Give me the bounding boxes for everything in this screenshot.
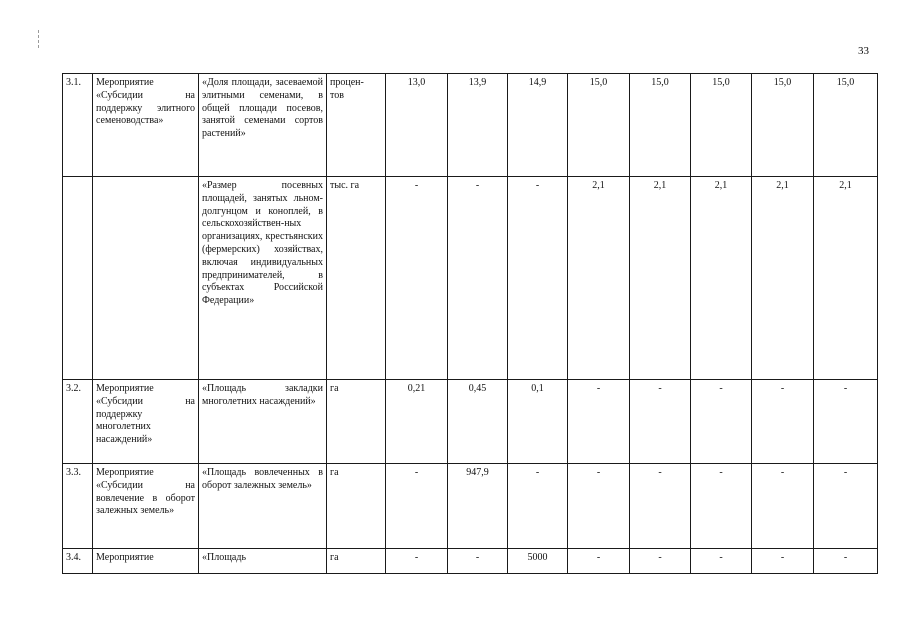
unit: га <box>327 380 386 464</box>
event-name: Мероприятие «Субсидии на поддержку многолетних насаждений» <box>93 380 199 464</box>
value-cell: - <box>814 380 878 464</box>
table-row <box>63 74 878 177</box>
value-cell: 0,21 <box>386 380 448 464</box>
table-row <box>63 177 878 380</box>
value-cell: - <box>630 464 691 549</box>
value-cell: - <box>814 549 878 574</box>
value-cell: 947,9 <box>448 464 508 549</box>
value-cell: - <box>386 177 448 380</box>
page-number: 33 <box>858 45 869 57</box>
event-name: Мероприятие «Субсидии на поддержку элитного семеноводства» <box>93 74 199 177</box>
value-cell: - <box>386 549 448 574</box>
value-cell: 2,1 <box>691 177 752 380</box>
value-cell: 2,1 <box>630 177 691 380</box>
unit: га <box>327 549 386 574</box>
value-cell: 14,9 <box>508 74 568 177</box>
value-cell: - <box>386 464 448 549</box>
indicator-name: «Доля площади, засеваемой элитными семенами, в общей площади посевов, занятой семенами сортов растений» <box>199 74 327 177</box>
indicator-name: «Размер посевных площадей, занятых льном-долгунцом и коноплей, в сельскохозяйствен-ных организациях, крестьянских (фермерских) хозяйствах, включая индивидуальных предпринимателей, в субъектах Российской Федерации» <box>199 177 327 380</box>
value-cell: - <box>568 380 630 464</box>
value-cell: 15,0 <box>568 74 630 177</box>
value-cell: 0,45 <box>448 380 508 464</box>
value-cell: - <box>448 549 508 574</box>
row-code: 3.2. <box>63 380 93 464</box>
value-cell: - <box>752 380 814 464</box>
indicators-table <box>62 73 878 574</box>
scan-artifact-mark <box>38 30 40 48</box>
value-cell: 2,1 <box>752 177 814 380</box>
table-row <box>63 380 878 464</box>
event-name: Мероприятие «Субсидии на вовлечение в оборот залежных земель» <box>93 464 199 549</box>
value-cell: 2,1 <box>814 177 878 380</box>
value-cell: - <box>691 464 752 549</box>
indicator-name: «Площадь закладки многолетних насаждений» <box>199 380 327 464</box>
value-cell: 5000 <box>508 549 568 574</box>
event-name: Мероприятие <box>93 549 199 574</box>
unit: га <box>327 464 386 549</box>
value-cell: 2,1 <box>568 177 630 380</box>
value-cell: - <box>752 464 814 549</box>
value-cell: - <box>508 177 568 380</box>
value-cell: 13,9 <box>448 74 508 177</box>
value-cell: - <box>508 464 568 549</box>
value-cell: - <box>568 549 630 574</box>
value-cell: 13,0 <box>386 74 448 177</box>
value-cell: - <box>691 380 752 464</box>
row-code: 3.3. <box>63 464 93 549</box>
value-cell: - <box>691 549 752 574</box>
table-row <box>63 549 878 574</box>
indicator-name: «Площадь <box>199 549 327 574</box>
value-cell: 15,0 <box>752 74 814 177</box>
row-code <box>63 177 93 380</box>
indicator-name: «Площадь вовлеченных в оборот залежных земель» <box>199 464 327 549</box>
value-cell: - <box>568 464 630 549</box>
value-cell: 15,0 <box>630 74 691 177</box>
unit: тыс. га <box>327 177 386 380</box>
value-cell: 0,1 <box>508 380 568 464</box>
value-cell: - <box>630 549 691 574</box>
value-cell: - <box>630 380 691 464</box>
value-cell: 15,0 <box>814 74 878 177</box>
table-row <box>63 464 878 549</box>
unit: процен- тов <box>327 74 386 177</box>
value-cell: - <box>448 177 508 380</box>
event-name <box>93 177 199 380</box>
row-code: 3.4. <box>63 549 93 574</box>
value-cell: 15,0 <box>691 74 752 177</box>
value-cell: - <box>814 464 878 549</box>
value-cell: - <box>752 549 814 574</box>
row-code: 3.1. <box>63 74 93 177</box>
